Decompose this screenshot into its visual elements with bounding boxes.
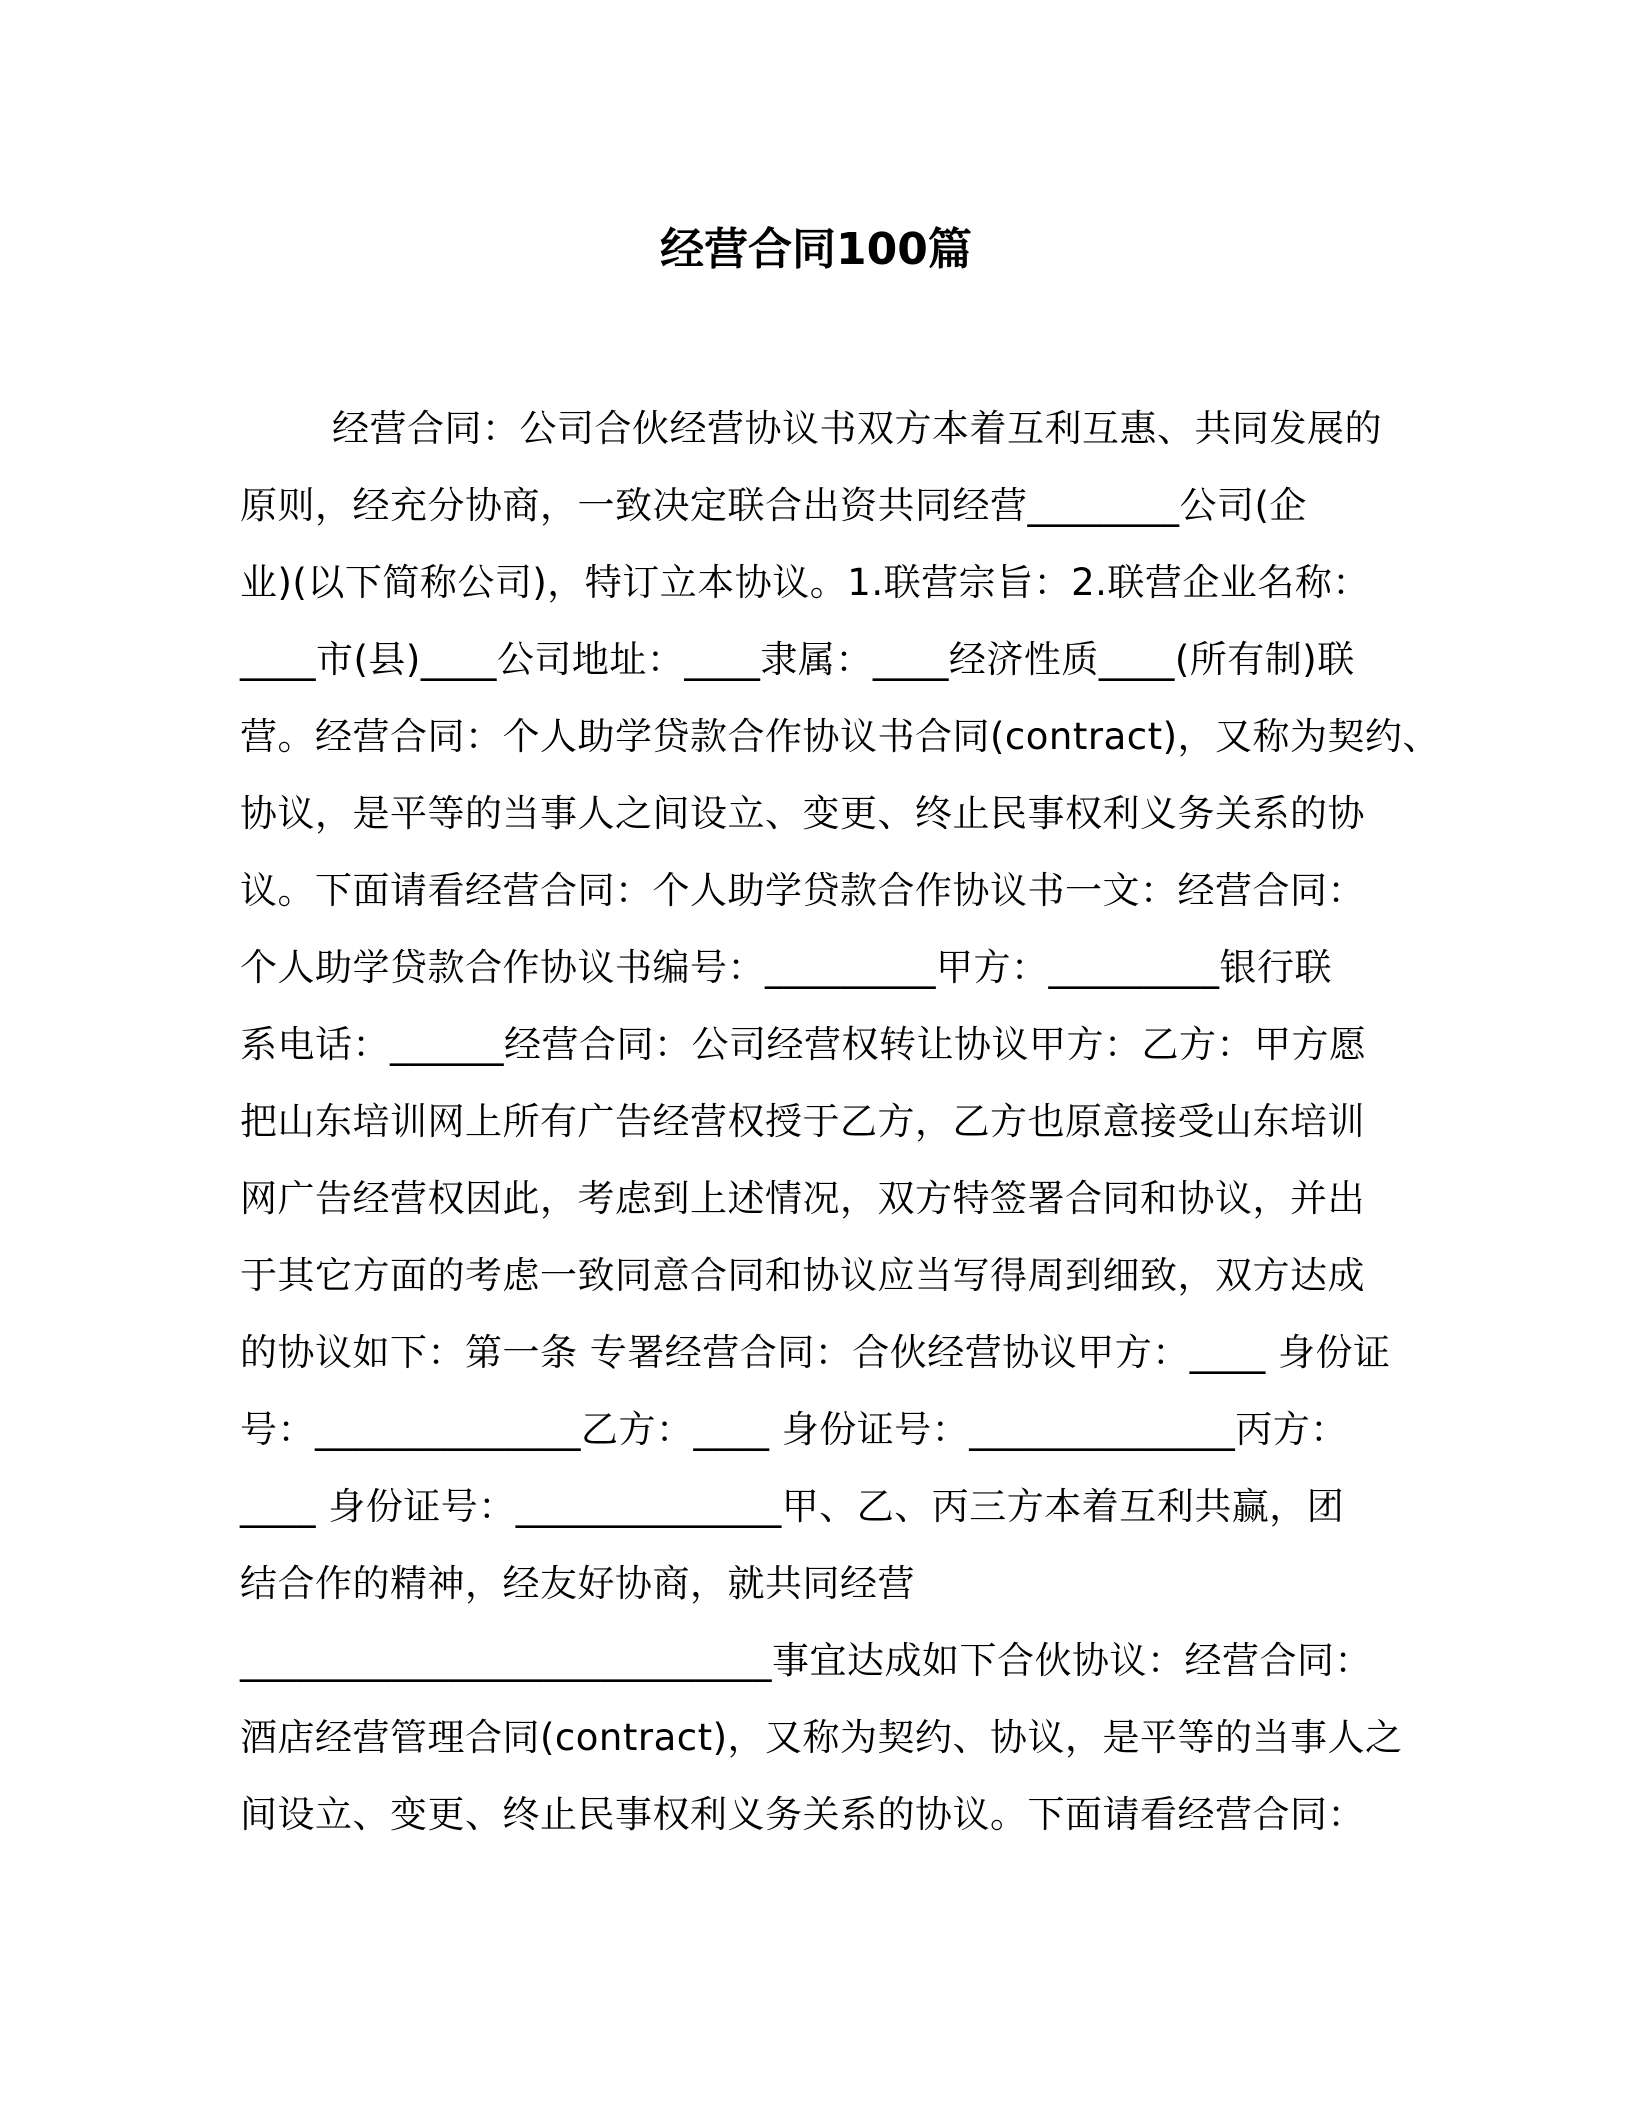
body-line: ____ 身份证号：______________甲、乙、丙三方本着互利共赢，团	[240, 1485, 1345, 1528]
body-line: ____________________________事宜达成如下合伙协议：经营合同：	[240, 1639, 1372, 1682]
body-line: 营。经营合同：个人助学贷款合作协议书合同(contract)，又称为契约、	[240, 715, 1441, 758]
body-line: 酒店经营管理合同(contract)，又称为契约、协议，是平等的当事人之	[240, 1716, 1403, 1759]
body-line: 号：______________乙方：____ 身份证号：______________丙方：	[240, 1408, 1348, 1451]
body-line: 结合作的精神，经友好协商，就共同经营	[240, 1562, 915, 1605]
body-line: 于其它方面的考虑一致同意合同和协议应当写得周到细致，双方达成	[240, 1254, 1365, 1297]
body-line: 协议，是平等的当事人之间设立、变更、终止民事权利义务关系的协	[240, 792, 1365, 835]
body-line: 经营合同：公司合伙经营协议书双方本着互利互惠、共同发展的	[332, 407, 1382, 450]
body-line: 原则，经充分协商，一致决定联合出资共同经营________公司(企	[240, 484, 1307, 527]
body-line: ____市(县)____公司地址：____隶属：____经济性质____(所有制)联	[240, 638, 1355, 681]
body-line: 业)(以下简称公司)，特订立本协议。1.联营宗旨：2.联营企业名称：	[240, 561, 1370, 604]
body-line: 个人助学贷款合作协议书编号：_________甲方：_________银行联	[240, 946, 1332, 989]
body-line: 系电话：______经营合同：公司经营权转让协议甲方：乙方：甲方愿	[240, 1023, 1367, 1066]
body-line: 间设立、变更、终止民事权利义务关系的协议。下面请看经营合同：	[240, 1793, 1365, 1836]
body-line: 的协议如下：第一条 专署经营合同：合伙经营协议甲方：____ 身份证	[240, 1331, 1391, 1374]
body-line: 议。下面请看经营合同：个人助学贷款合作协议书一文：经营合同：	[240, 869, 1365, 912]
document-title: 经营合同100篇	[660, 224, 972, 275]
body-line: 把山东培训网上所有广告经营权授于乙方，乙方也原意接受山东培训	[240, 1100, 1365, 1143]
body-line: 网广告经营权因此，考虑到上述情况，双方特签署合同和协议，并出	[240, 1177, 1365, 1220]
document-body	[240, 390, 1441, 1853]
